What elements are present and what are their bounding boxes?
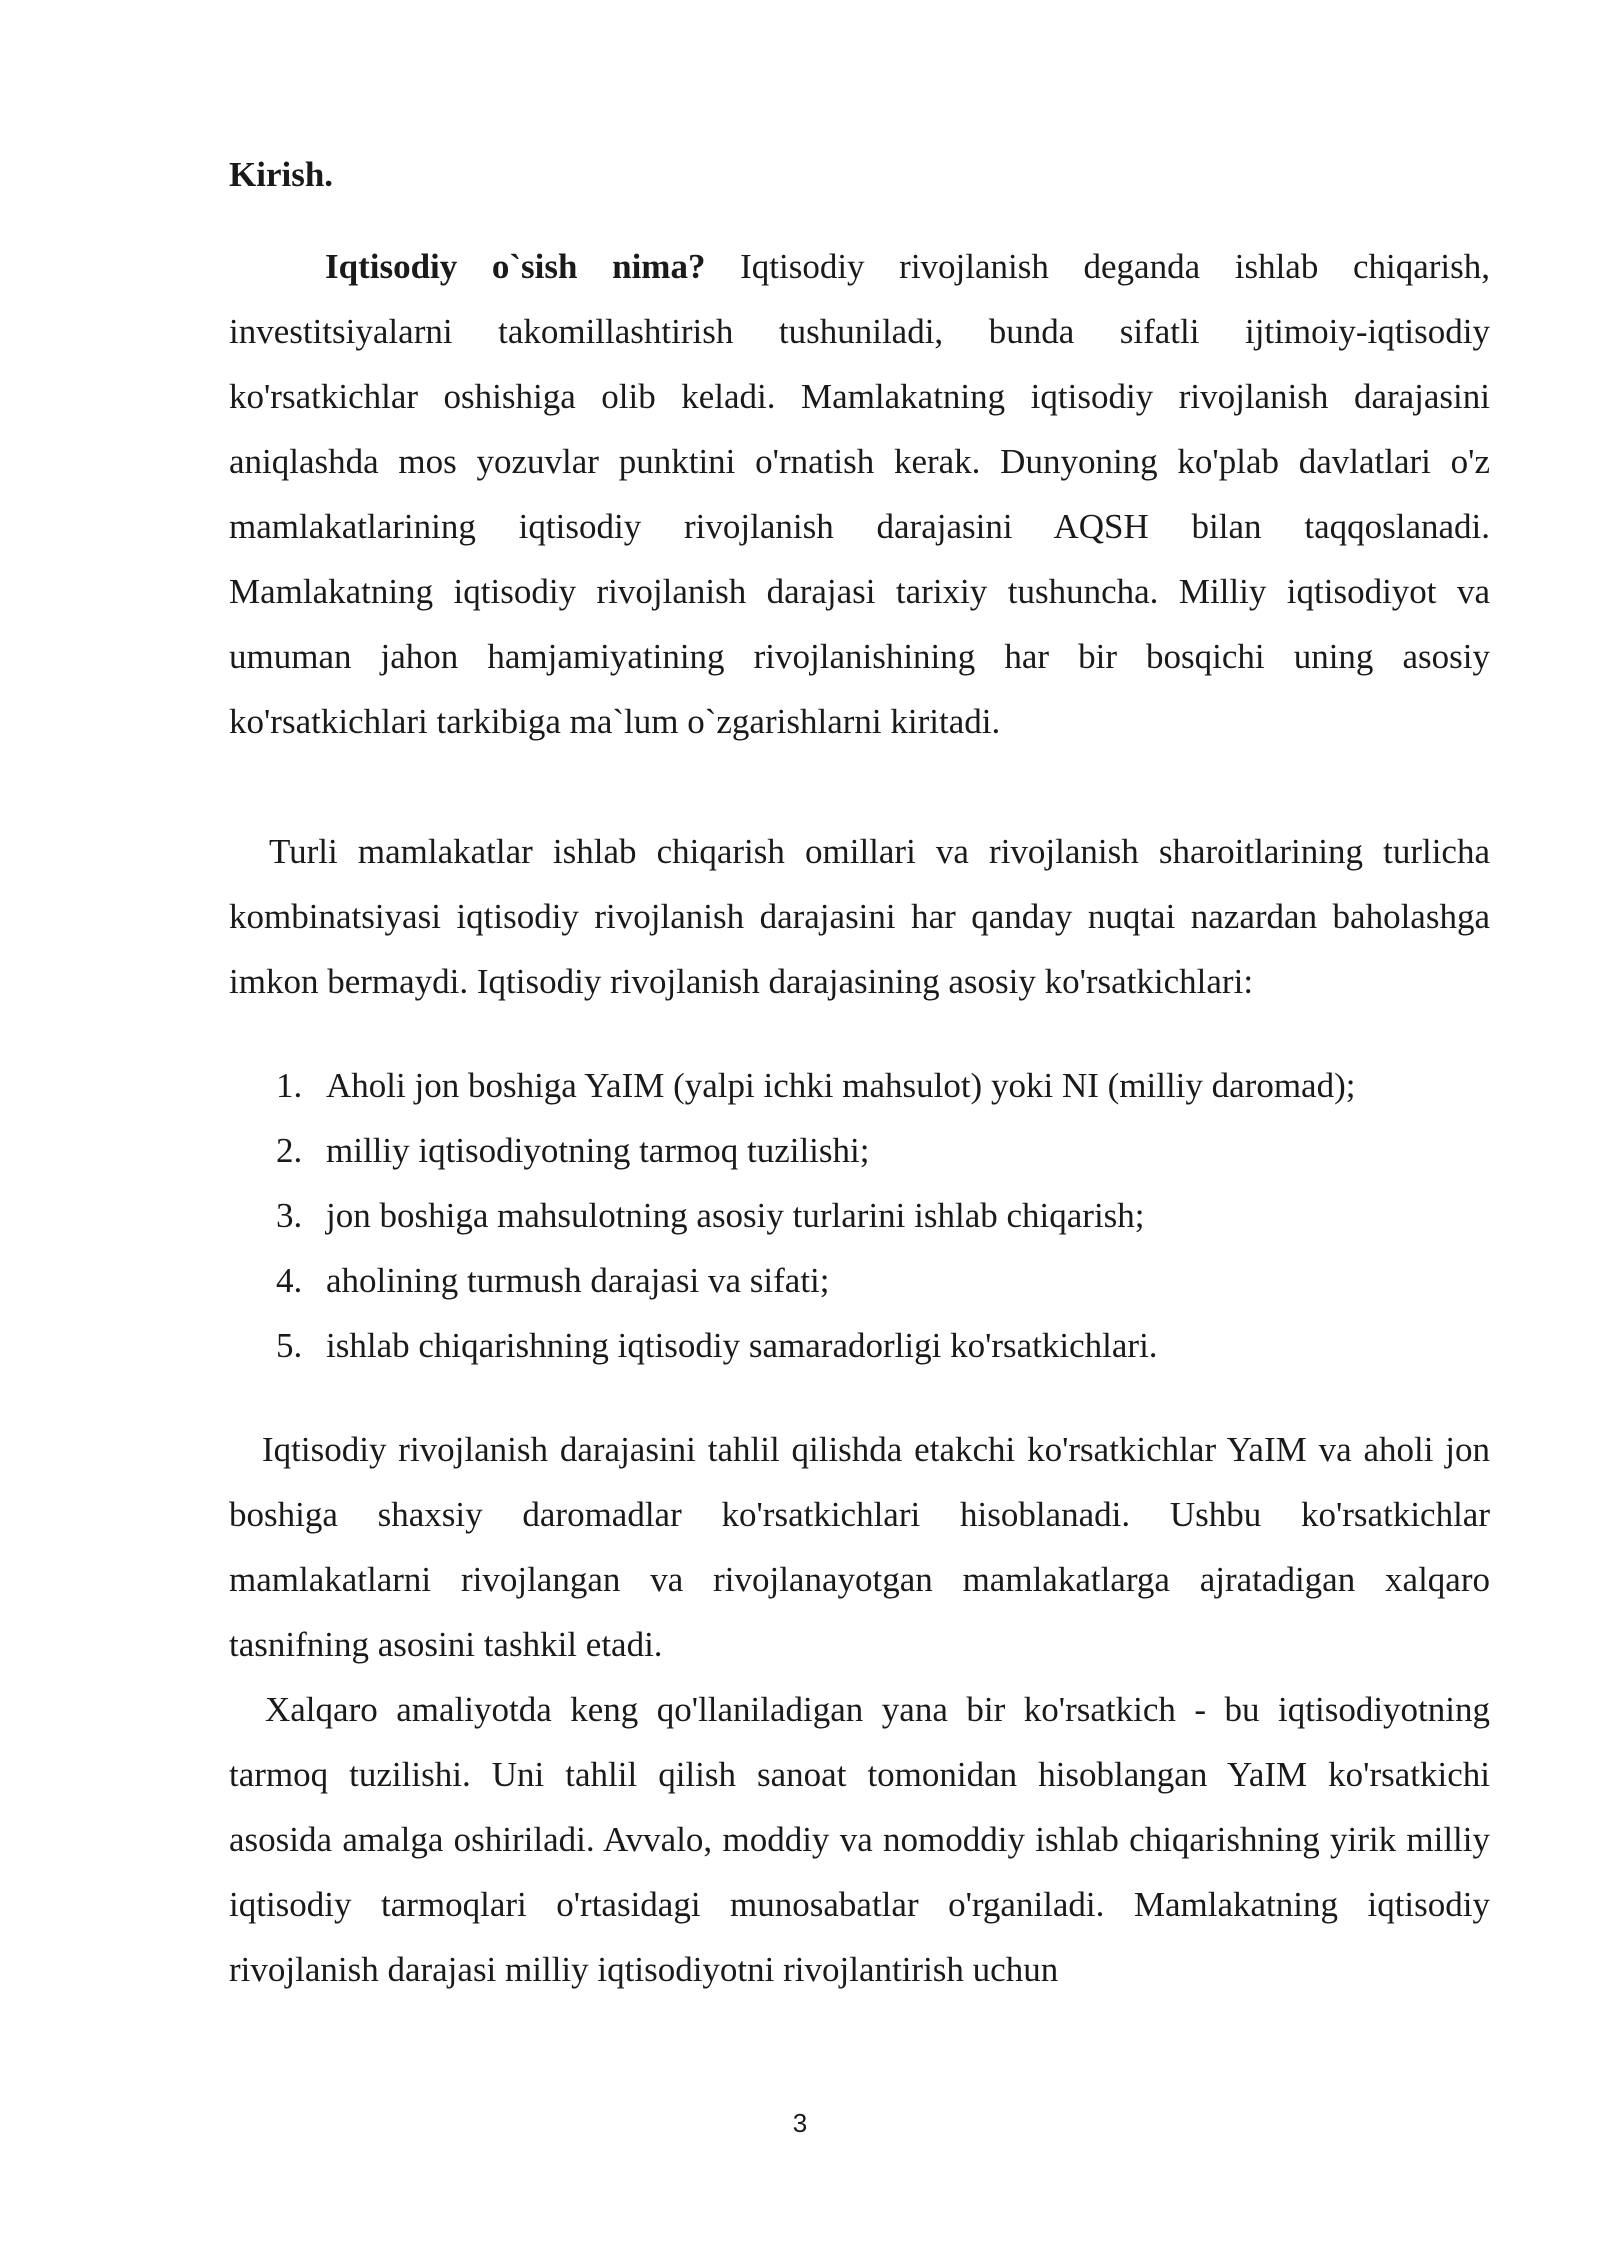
list-item-text: aholining turmush darajasi va sifati; [326,1261,830,1300]
indicators-list [229,1053,1490,1378]
list-item-number: 4. [276,1261,303,1300]
page-body [229,142,1490,2002]
list-item-number: 3. [276,1196,303,1235]
list-item-text: milliy iqtisodiyotning tarmoq tuzilishi; [326,1131,870,1170]
list-item-number: 1. [276,1066,303,1105]
section-heading: Kirish. [229,155,334,194]
paragraph-lead-question: Iqtisodiy o`sish nima? [325,247,706,286]
paragraph-sector-structure: Xalqaro amaliyotda keng qo'llaniladigan yana bir ko'rsatkich - bu iqtisodiyotning tarmoq tuzilishi. Uni tahlil qilish sanoat tomonidan hisoblangan YaIM ko'rsatkichi asosida amalga oshiriladi. Avvalo, moddiy va nomoddiy ishlab chiqarishning yirik milliy iqtisodiy tarmoqlari o'rtasidagi munosabatlar o'rganiladi. Mamlakatning iqtisodiy rivojlanish darajasi milliy iqtisodiyotni rivojlantirish uchun [229,1690,1490,1989]
list-item [229,1313,1490,1378]
list-item-number: 2. [276,1131,303,1170]
list-item [229,1248,1490,1313]
list-item [229,1183,1490,1248]
paragraph-economic-growth [229,234,1490,754]
paragraph-body-text: Iqtisodiy rivojlanish deganda ishlab chiqarish, investitsiyalarni takomillashtirish tushuniladi, bunda sifatli ijtimoiy-iqtisodiy ko'rsatkichlar oshishiga olib keladi. Mamlakatning iqtisodiy rivojlanish darajasini aniqlashda mos yozuvlar punktini o'rnatish kerak. Dunyoning ko'plab davlatlari o'z mamlakatlarining iqtisodiy rivojlanish darajasini AQSH bilan taqqoslanadi. Mamlakatning iqtisodiy rivojlanish darajasi tarixiy tushuncha. Milliy iqtisodiyot va umuman jahon hamjamiyatining rivojlanishining har bir bosqichi uning asosiy ko'rsatkichlari tarkibiga ma`lum o`zgarishlarni kiritadi. [229,247,1490,741]
page-number: 3 [792,2108,808,2138]
paragraph-development-indicators: Turli mamlakatlar ishlab chiqarish omillari va rivojlanish sharoitlarining turlicha kombinatsiyasi iqtisodiy rivojlanish darajasini har qanday nuqtai nazardan baholashga imkon bermaydi. Iqtisodiy rivojlanish darajasining asosiy ko'rsatkichlari: [229,832,1490,1001]
list-item-text: Aholi jon boshiga YaIM (yalpi ichki mahsulot) yoki NI (milliy daromad); [326,1066,1356,1105]
list-item-text: ishlab chiqarishning iqtisodiy samaradorligi ko'rsatkichlari. [326,1326,1158,1365]
list-item [229,1118,1490,1183]
list-item [229,1053,1490,1118]
list-item-text: jon boshiga mahsulotning asosiy turlarini ishlab chiqarish; [326,1196,1145,1235]
list-item-number: 5. [276,1326,303,1365]
paragraph-gdp-analysis: Iqtisodiy rivojlanish darajasini tahlil qilishda etakchi ko'rsatkichlar YaIM va aholi jon boshiga shaxsiy daromadlar ko'rsatkichlari hisoblanadi. Ushbu ko'rsatkichlar mamlakatlarni rivojlangan va rivojlanayotgan mamlakatlarga ajratadigan xalqaro tasnifning asosini tashkil etadi. [229,1430,1490,1664]
